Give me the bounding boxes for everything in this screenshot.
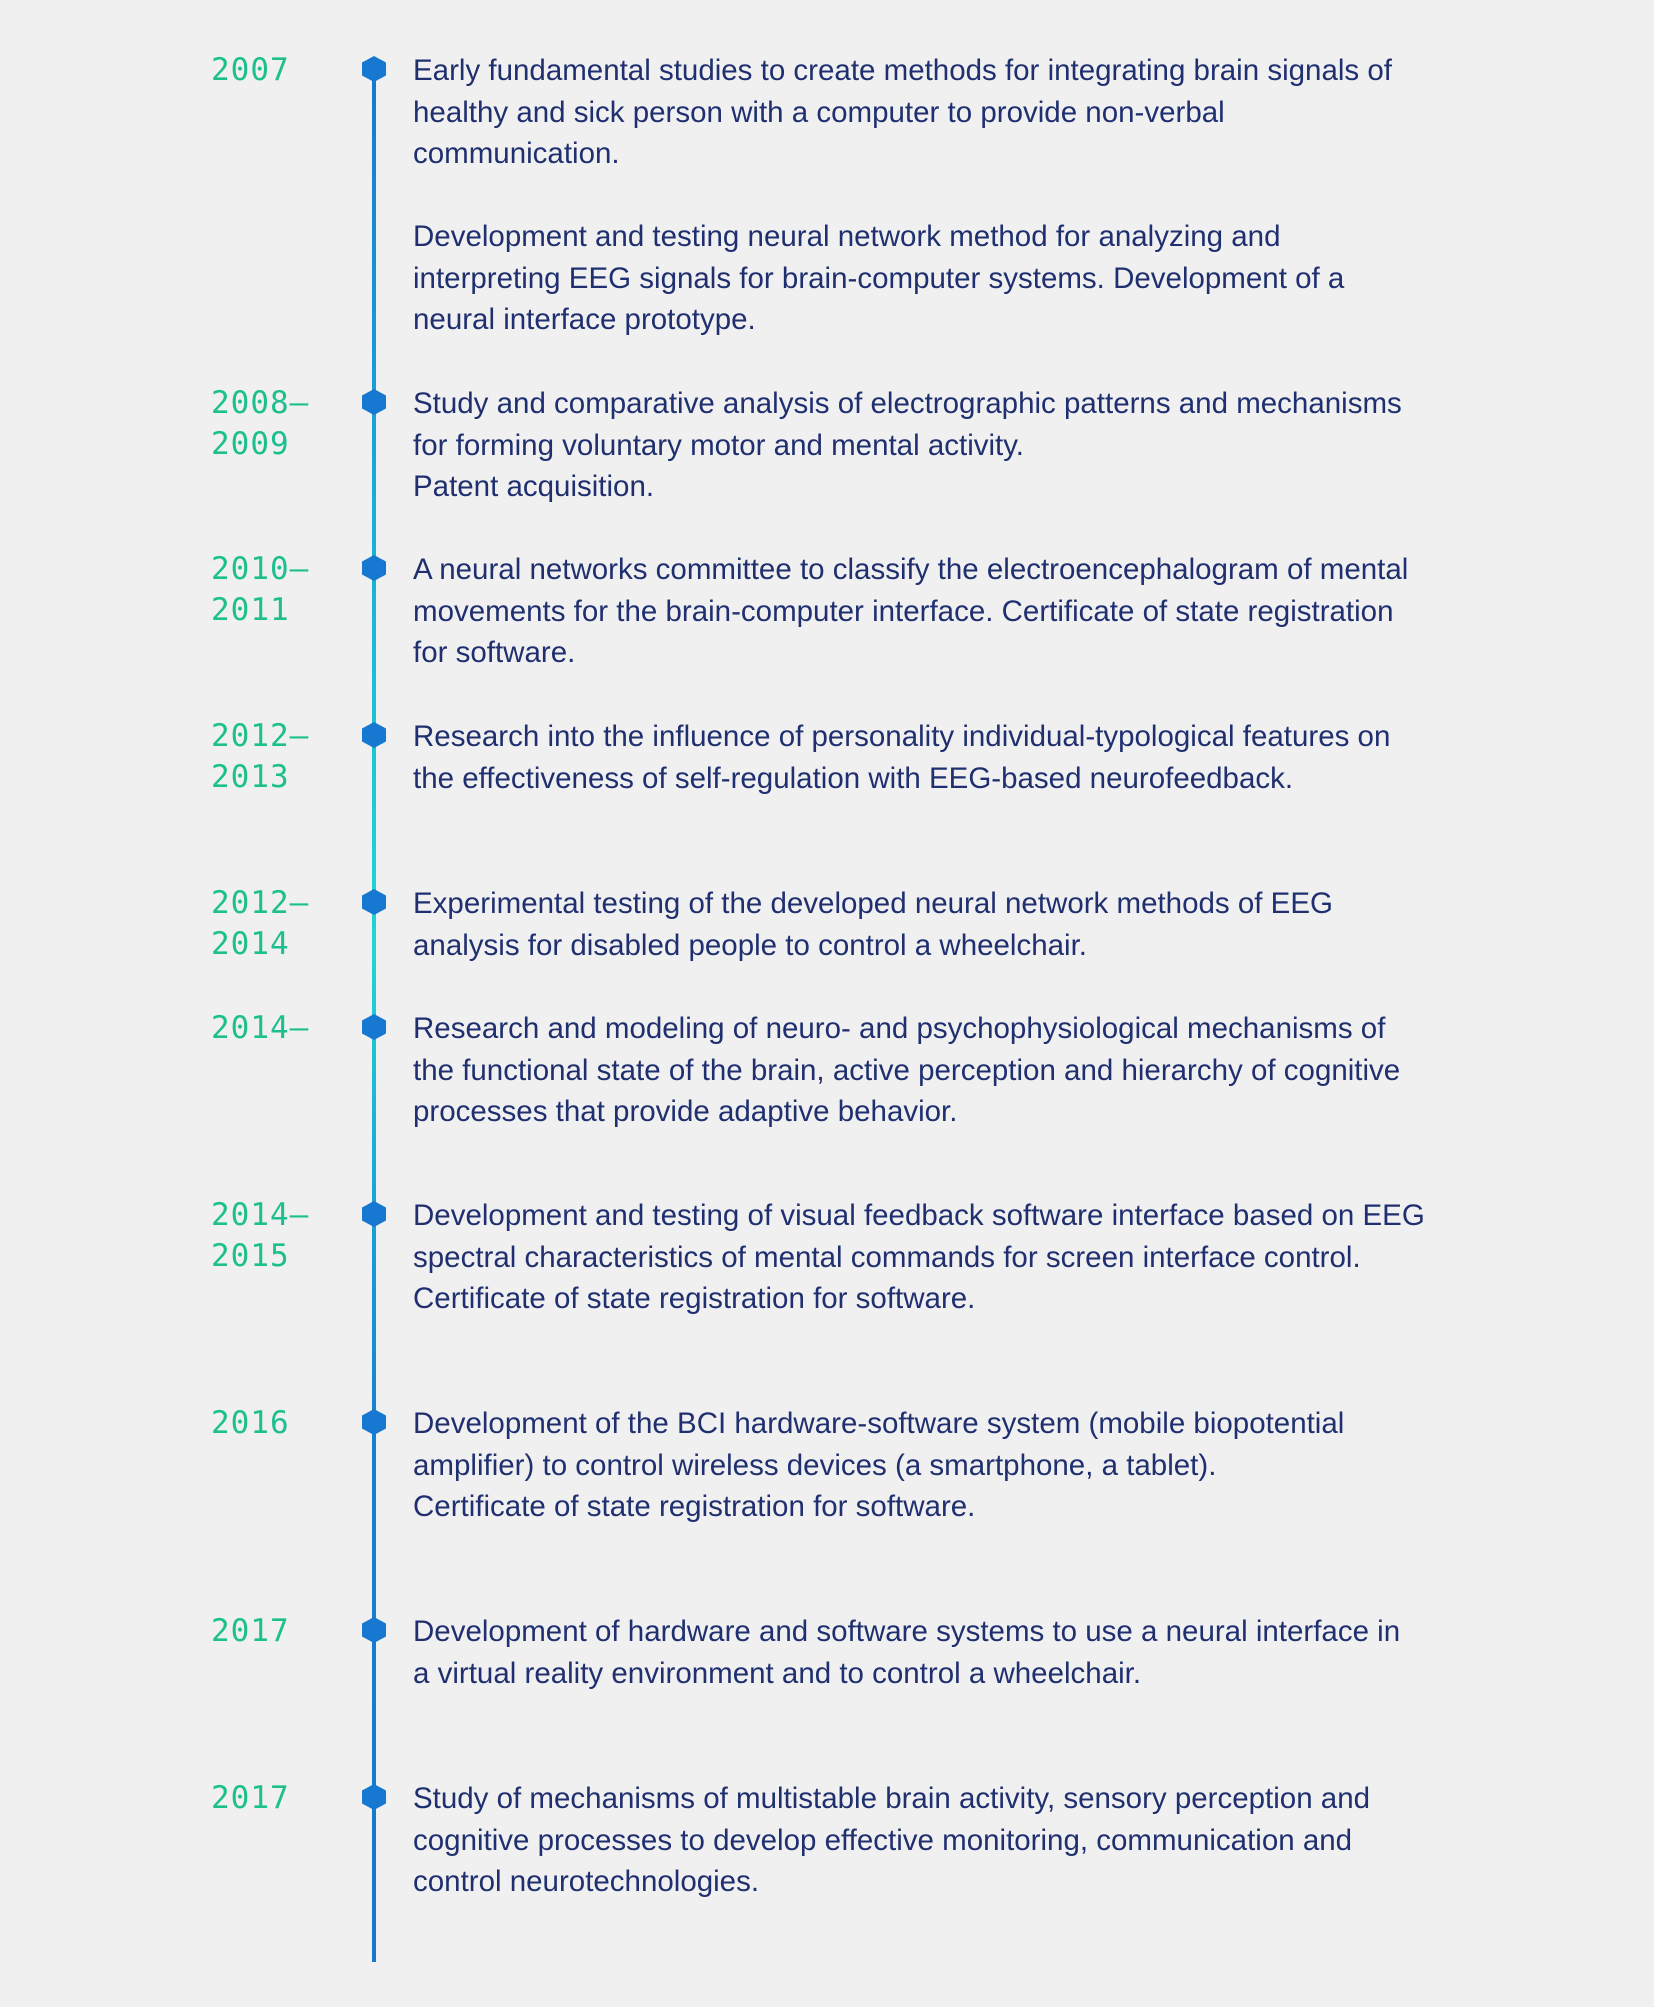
entry-description: Development and testing of visual feedback software interface based on EEG spectral characteristics of mental commands for screen interface control. Certificate of state registration for software. <box>413 1199 1425 1315</box>
entry-description: Study of mechanisms of multistable brain activity, sensory perception and cognitive processes to develop effective monitoring, communication and control neurotechnologies. <box>413 1782 1371 1898</box>
hexagon-marker-icon <box>362 56 386 82</box>
hexagon-marker-icon <box>362 1409 386 1435</box>
entry-description-secondary: Development and testing neural network method for analyzing and interpreting EEG signals for brain-computer systems. Development of a neural interface prototype. <box>413 220 1345 336</box>
entry-year: 2014– 2015 <box>211 1197 310 1274</box>
entry-description: Experimental testing of the developed neural network methods of EEG analysis for disabled people to control a wheelchair. <box>413 887 1333 962</box>
entry-year: 2016 <box>211 1405 290 1441</box>
entry-year: 2017 <box>211 1780 290 1816</box>
entry-description: A neural networks committee to classify the electroencephalogram of mental movements for the brain-computer interface. Certificate of state registration for software. <box>413 553 1409 669</box>
hexagon-marker-icon <box>362 389 386 415</box>
hexagon-marker-icon <box>362 722 386 748</box>
entry-description: Research and modeling of neuro- and psychophysiological mechanisms of the functional state of the brain, active perception and hierarchy of cognitive processes that provide adaptive behavior. <box>413 1012 1401 1128</box>
hexagon-marker-icon <box>362 1201 386 1227</box>
entry-year: 2012– 2013 <box>211 718 310 795</box>
entry-year: 2008– 2009 <box>211 385 310 462</box>
hexagon-marker-icon <box>362 889 386 915</box>
hexagon-marker-icon <box>362 1617 386 1643</box>
entry-year: 2007 <box>211 52 290 88</box>
entry-description: Development of the BCI hardware-software system (mobile biopotential amplifier) to control wireless devices (a smartphone, a tablet). Certificate of state registration for software. <box>413 1407 1345 1523</box>
entry-description: Early fundamental studies to create methods for integrating brain signals of healthy and sick person with a computer to provide non-verbal communication. <box>413 54 1392 170</box>
entry-year: 2012– 2014 <box>211 885 310 962</box>
entry-year: 2017 <box>211 1613 290 1649</box>
entry-year: 2014– <box>211 1010 310 1046</box>
entry-description: Development of hardware and software systems to use a neural interface in a virtual reality environment and to control a wheelchair. <box>413 1615 1401 1690</box>
entry-description: Study and comparative analysis of electrographic patterns and mechanisms for forming voluntary motor and mental activity. Patent acquisition. <box>413 387 1402 503</box>
hexagon-marker-icon <box>362 1784 386 1810</box>
entry-description: Research into the influence of personality individual-typological features on the effectiveness of self-regulation with EEG-based neurofeedback. <box>413 720 1391 795</box>
hexagon-marker-icon <box>362 1014 386 1040</box>
entry-year: 2010– 2011 <box>211 551 310 628</box>
hexagon-marker-icon <box>362 555 386 581</box>
